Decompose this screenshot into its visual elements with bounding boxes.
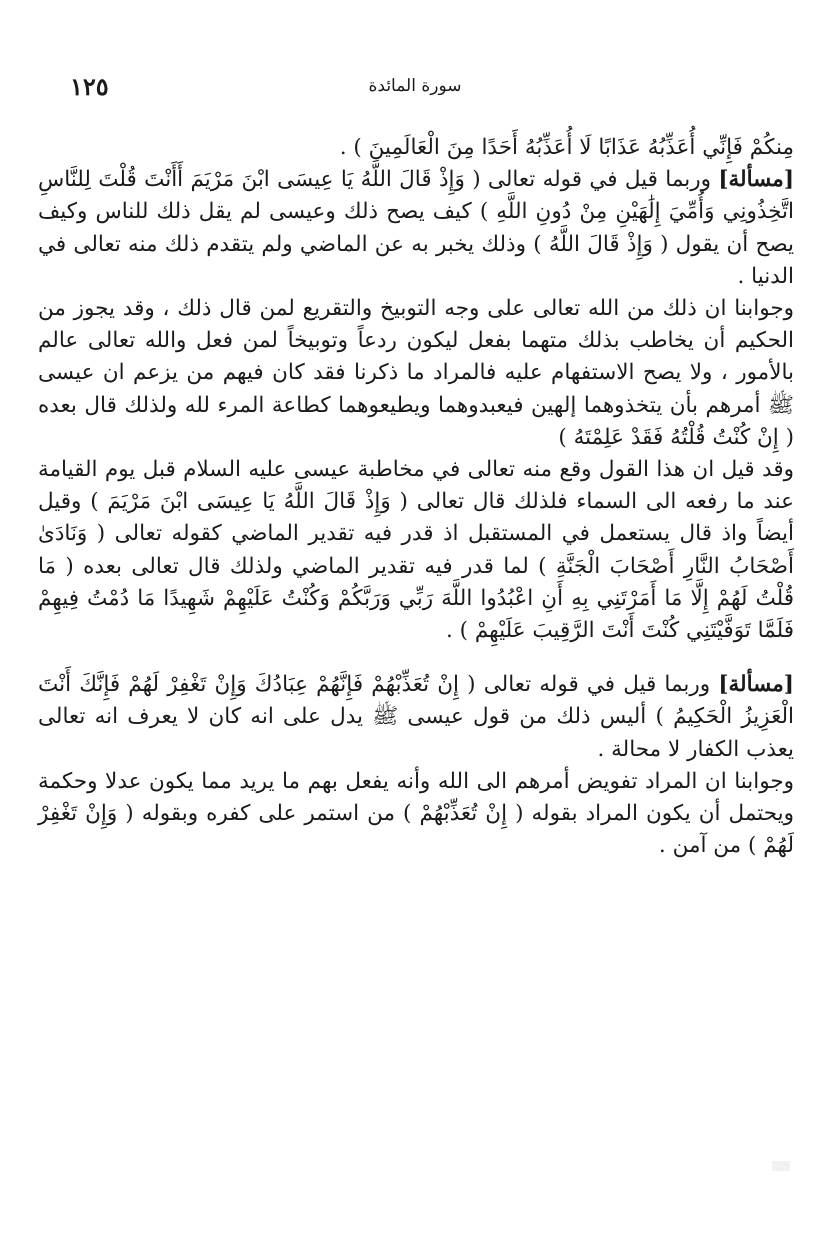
paragraph-question bbox=[38, 164, 794, 293]
question-tag: [مسألة] bbox=[718, 167, 794, 193]
paragraph-text: وربما قيل في قوله تعالى ( وَإِذْ قَالَ اللَّهُ يَا عِيسَى ابْنَ مَرْيَمَ أَأَنْتَ قُلْتَ لِلنَّاسِ اتَّخِذُونِي وَأُمِّيَ إِلَٰهَيْنِ مِنْ دُونِ اللَّهِ ) كيف يصح ذلك وعيسى لم يقل ذلك للناس وكيف يصح أن يقول ( وَإِذْ قَالَ اللَّهُ ) وذلك يخبر به عن الماضي ولم يتقدم ذلك منه تعالى في الدنيا . bbox=[38, 167, 794, 289]
paragraph bbox=[38, 132, 794, 164]
paragraph-answer bbox=[38, 293, 794, 454]
paragraph-text: وجوابنا ان ذلك من الله تعالى على وجه التوبيخ والتقريع لمن قال ذلك ، وقد يجوز من الحكيم أن يخاطب بذلك متهما بفعل ليكون ردعاً وتوبيخاً لمن فعل والله تعالى عالم بالأمور ، ولا يصح الاستفهام عليه فالمراد ما ذكرنا فقد كان فيهم من يزعم ان عيسى ﷺ أمرهم بأن يتخذوهما إلهين فيعبدوهما ويطيعوهما كطاعة المرء لله ولذلك قال بعده ( إِنْ كُنْتُ قُلْتُهُ فَقَدْ عَلِمْتَهُ ) bbox=[38, 296, 794, 450]
body-text bbox=[38, 132, 794, 862]
paragraph-text: وجوابنا ان المراد تفويض أمرهم الى الله وأنه يفعل بهم ما يريد مما يكون عدلا وحكمة ويحتمل أن يكون المراد بقوله ( إِنْ تُعَذِّبْهُمْ ) من استمر على كفره وبقوله ( وَإِنْ تَغْفِرْ لَهُمْ ) من آمن . bbox=[38, 768, 794, 859]
running-title: سورة المائدة bbox=[368, 76, 462, 96]
paragraph-question bbox=[38, 669, 794, 766]
page-number: ١٢٥ bbox=[70, 72, 109, 101]
paragraph-text: وربما قيل في قوله تعالى ( إِنْ تُعَذِّبْهُمْ فَإِنَّهُمْ عِبَادُكَ وَإِنْ تَغْفِرْ لَهُمْ فَإِنَّكَ أَنْتَ الْعَزِيزُ الْحَكِيمُ ) أليس ذلك من قول عيسى ﷺ يدل على انه كان لا يعرف انه تعالى يعذب الكفار لا محالة . bbox=[38, 672, 794, 762]
paragraph bbox=[38, 454, 794, 647]
paragraph-text: وقد قيل ان هذا القول وقع منه تعالى في مخاطبة عيسى عليه السلام قبل يوم القيامة عند ما رفعه الى السماء فلذلك قال تعالى ( وَإِذْ قَالَ اللَّهُ يَا عِيسَى ابْنَ مَرْيَمَ ) وقيل أيضاً واذ قال يستعمل في المستقبل اذ قدر فيه تقدير الماضي كقوله تعالى ( وَنَادَىٰ أَصْحَابُ النَّارِ أَصْحَابَ الْجَنَّةِ ) لما قدر فيه تقدير الماضي ولذلك قال تعالى بعده ( مَا قُلْتُ لَهُمْ إِلَّا مَا أَمَرْتَنِي بِهِ أَنِ اعْبُدُوا اللَّهَ رَبِّي وَرَبَّكُمْ وَكُنْتُ عَلَيْهِمْ شَهِيدًا مَا دُمْتُ فِيهِمْ فَلَمَّا تَوَفَّيْتَنِي كُنْتَ أَنْتَ الرَّقِيبَ عَلَيْهِمْ ) . bbox=[38, 457, 794, 644]
question-tag: [مسألة] bbox=[718, 672, 794, 698]
page-edge-smudge bbox=[772, 1161, 790, 1171]
paragraph-text: مِنكُمْ فَإِنِّي أُعَذِّبُهُ عَذَابًا لَا أُعَذِّبُهُ أَحَدًا مِنَ الْعَالَمِينَ ) . bbox=[339, 135, 794, 160]
paragraph-answer bbox=[38, 766, 794, 863]
page-header bbox=[60, 72, 770, 102]
